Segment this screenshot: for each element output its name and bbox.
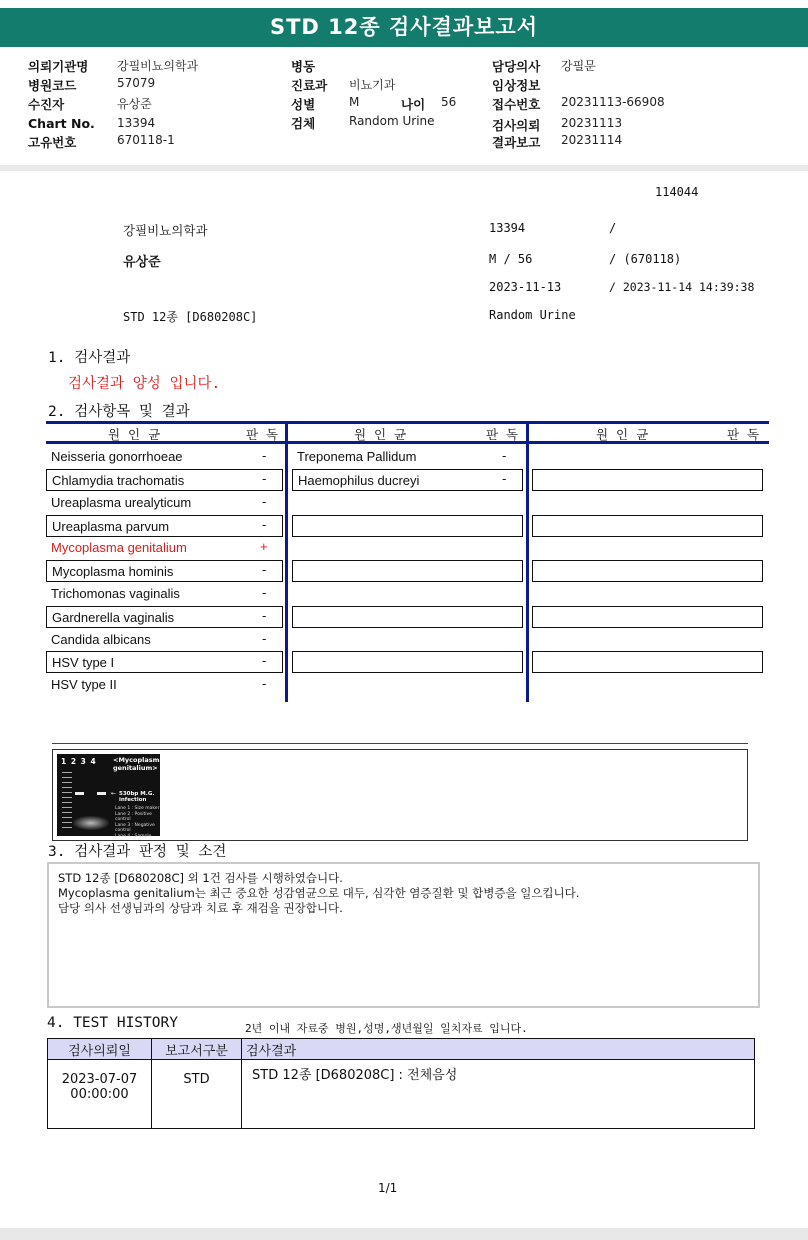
pathogen-result: - [502,448,507,463]
label-requesting-institution: 의뢰기관명 [28,59,89,74]
history-type: STD [152,1060,242,1129]
value-specimen: Random Urine [349,114,435,128]
summary-code: 114044 [655,185,699,199]
history-result: STD 12종 [D680208C] : 전체음성 [242,1060,755,1129]
pathogen-name: Gardnerella vaginalis [46,606,283,628]
value-receipt-no: 20231113-66908 [561,95,665,109]
gel-legend-item: Lane 2 : Positive control [115,811,152,822]
pathogen-name: Ureaplasma parvum [46,515,283,537]
history-date-cell [48,1060,152,1129]
section1-heading: 1. 검사결과 [48,350,131,366]
results-table-divider-2 [526,421,529,702]
value-request-date: 20231113 [561,116,623,130]
pathogen-name: Candida albicans [51,632,151,647]
pathogen-result: - [262,471,267,486]
gel-lane-numbers: 1 2 3 4 [61,757,97,766]
col2-header-pathogen: 원 인 균 [354,427,409,442]
pathogen-result: - [262,517,267,532]
history-col-result: 검사결과 [242,1039,755,1060]
history-col-type: 보고서구분 [152,1039,242,1060]
section4-heading: 4. TEST HISTORY [47,1015,178,1031]
history-date: 2023-07-07 [61,1072,138,1087]
history-col-date: 검사의뢰일 [48,1039,152,1060]
pathogen-name: HSV type I [46,651,283,673]
label-request-date: 검사의뢰 [492,118,541,133]
empty-row [532,560,763,582]
label-sex: 성별 [291,97,316,112]
pathogen-result: - [262,676,267,691]
summary-specimen: Random Urine [489,308,576,322]
summary-chart: 13394 [489,221,526,235]
pathogen-name: Chlamydia trachomatis [46,469,283,491]
label-unique-no: 고유번호 [28,135,77,150]
col1-header-pathogen: 원 인 균 [108,427,163,442]
page-number: 1/1 [378,1181,398,1195]
comment-line: Mycoplasma genitalium는 최근 중요한 성감염균으로 대두, 심각한 염증질환 및 합병증을 일으킵니다. [58,886,580,900]
value-unique-no: 670118-1 [117,133,175,147]
gel-image [57,754,164,839]
label-age: 나이 [401,97,426,112]
label-specimen: 검체 [291,116,316,131]
pathogen-result: - [262,653,267,668]
gel-band-label: 530bp M.G. infection [119,791,155,803]
pathogen-name: Mycoplasma hominis [46,560,283,582]
pathogen-name: Trichomonas vaginalis [51,586,180,601]
gel-legend [115,806,160,839]
value-age: 56 [441,95,457,109]
value-report-date: 20231114 [561,133,623,147]
comment-box [47,862,760,1008]
label-report-date: 결과보고 [492,135,541,150]
pathogen-result: - [502,471,507,486]
label-department: 진료과 [291,78,328,93]
label-receipt-no: 접수번호 [492,97,541,112]
empty-row [292,560,523,582]
empty-row [532,606,763,628]
col1-header-result: 판 독 [246,427,281,442]
gel-legend-item: Lane 4 : Sample [115,833,152,839]
overall-result: 검사결과 양성 입니다. [68,376,221,392]
label-ward: 병동 [291,59,316,74]
value-physician: 강필문 [561,59,596,73]
summary-slash: / [609,221,617,235]
pathogen-name: Treponema Pallidum [297,449,417,464]
summary-name: 유상준 [123,255,161,270]
pathogen-result: - [262,448,267,463]
header-separator [0,165,808,171]
pathogen-result: - [262,585,267,600]
value-requesting-institution: 강필비뇨의학과 [117,59,199,73]
empty-row [292,651,523,673]
empty-row [532,651,763,673]
summary-date-received: 2023-11-13 [489,280,562,294]
label-hospital-code: 병원코드 [28,78,77,93]
comment-line: STD 12종 [D680208C] 외 1건 검사를 시행하였습니다. [58,871,343,885]
value-sex: M [349,95,360,109]
value-hospital-code: 57079 [117,76,156,90]
label-chart-no: Chart No. [28,116,95,131]
gel-title: <Mycoplasma genitalium> [113,756,164,772]
gel-primer-dimer [73,816,109,830]
summary-date-reported: / 2023-11-14 14:39:38 [609,280,755,294]
pathogen-name: Ureaplasma urealyticum [51,495,192,510]
pathogen-result: - [262,608,267,623]
label-physician: 담당의사 [492,59,541,74]
value-chart-no: 13394 [117,116,156,130]
summary-birth: / (670118) [609,252,682,266]
gel-band-positive [75,792,84,795]
label-clinical-info: 임상정보 [492,78,541,93]
gel-electrophoresis-figure [52,749,748,841]
empty-row [292,515,523,537]
gel-top-rule [52,743,748,744]
gel-arrow: ← [111,790,117,797]
gel-band-sample [97,792,106,795]
summary-test: STD 12종 [D680208C] [123,310,258,324]
empty-row [532,469,763,491]
value-patient: 유상준 [117,97,152,111]
history-note: 2년 이내 자료중 병원,성명,생년월일 일치자료 입니다. [245,1022,528,1035]
empty-row [292,606,523,628]
col3-header-result: 판 독 [727,427,762,442]
pathogen-name-positive: Mycoplasma genitalium [51,540,187,555]
section2-heading: 2. 검사항목 및 결과 [48,404,190,420]
pathogen-name: Haemophilus ducreyi [292,469,523,491]
label-patient: 수진자 [28,97,65,112]
pathogen-name: Neisseria gonorrhoeae [51,449,183,464]
pathogen-name: HSV type II [51,677,117,692]
summary-sex-age: M / 56 [489,252,533,266]
col3-header-pathogen: 원 인 균 [596,427,651,442]
summary-hospital: 강필비뇨의학과 [123,223,208,238]
empty-row [532,515,763,537]
gel-ladder [62,772,72,830]
table-row [48,1060,755,1129]
col2-header-result: 판 독 [486,427,521,442]
gel-legend-item: Lane 1 : Size maker [115,806,160,811]
pathogen-result: - [262,562,267,577]
section3-heading: 3. 검사결과 판정 및 소견 [48,844,227,860]
pathogen-result: - [262,631,267,646]
pathogen-result-positive: + [260,539,268,554]
history-time: 00:00:00 [70,1087,129,1102]
report-title: STD 12종 검사결과보고서 [0,8,808,47]
results-table-top-rule [46,421,769,424]
gel-legend-item: Lane 3 : Negative control [115,822,155,833]
pathogen-result: - [262,494,267,509]
test-history-table [47,1038,755,1129]
comment-line: 담당 의사 선생님과의 상담과 치료 후 재검을 권장합니다. [58,901,343,915]
results-table-divider-1 [285,421,288,702]
value-department: 비뇨기과 [349,78,396,92]
